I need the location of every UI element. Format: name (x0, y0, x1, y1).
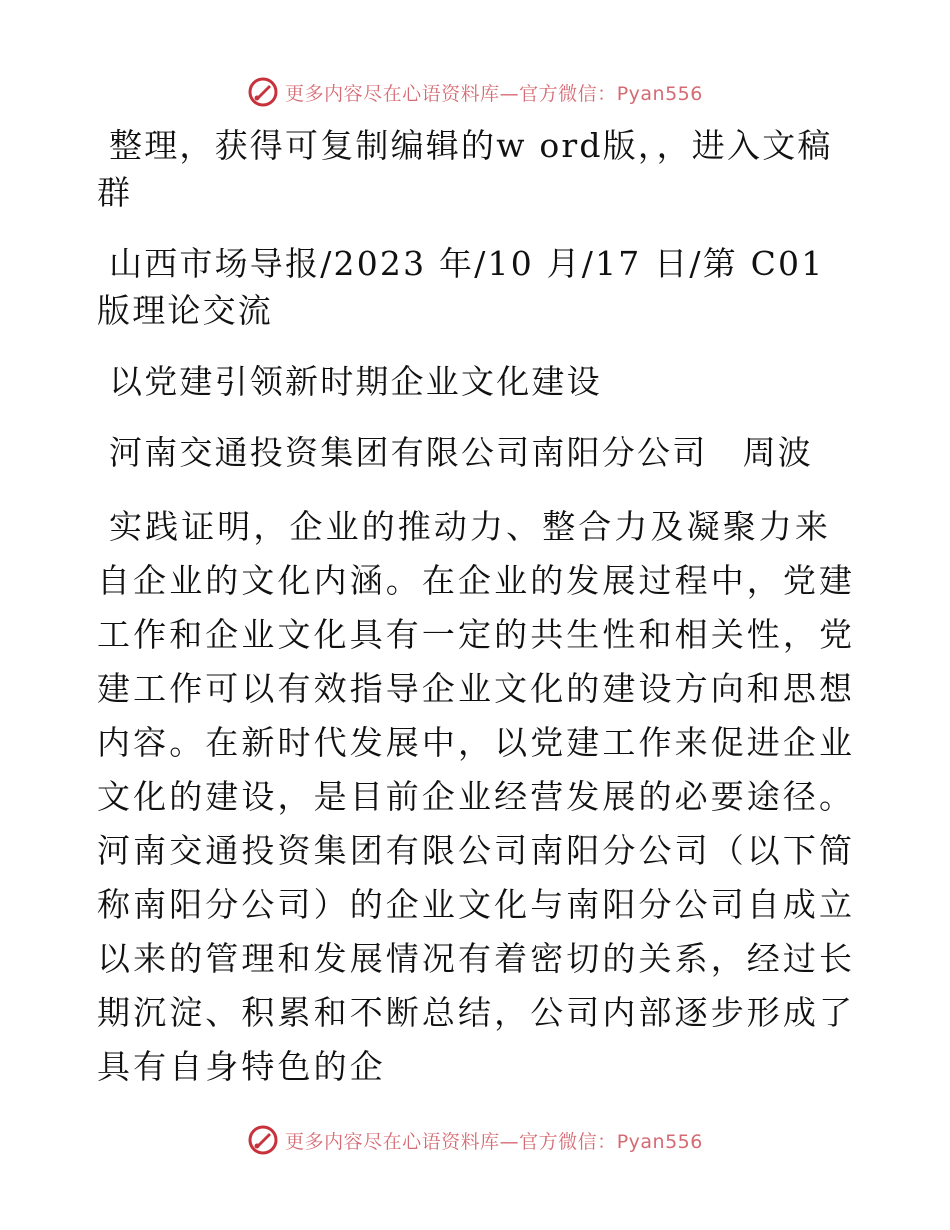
document-content (97, 122, 857, 1094)
watermark-dash: — (499, 1130, 520, 1153)
body-paragraph: 实践证明，企业的推动力、整合力及凝聚力来自企业的文化内涵。在企业的发展过程中，党建工作和企业文化具有一定的共生性和相关性，党建工作可以有效指导企业文化的建设方向和思想内容。在新时代发展中，以党建工作来促进企业文化的建设，是目前企业经营发展的必要途径。河南交通投资集团有限公司南阳分公司（以下简称南阳分公司）的企业文化与南阳分公司自成立以来的管理和发展情况有着密切的关系，经过长期沉淀、积累和不断总结，公司内部逐步形成了具有自身特色的企 (97, 507, 856, 1086)
watermark-brand: 更多内容尽在心语资料库 (285, 1130, 500, 1153)
watermark-wechat-id: Pyan556 (616, 1130, 703, 1153)
watermark-dash: — (499, 82, 520, 105)
brand-logo-icon (247, 1124, 279, 1156)
author-line: 河南交通投资集团有限公司南阳分公司 周波 (109, 433, 813, 472)
watermark-label: 官方微信： (519, 1130, 617, 1153)
source-line: 山西市场导报/2023 年/10 月/17 日/第 C01 版理论交流 (97, 244, 825, 330)
watermark-header (0, 72, 950, 112)
intro-paragraph: 整理，获得可复制编辑的w ord版，，进入文稿群 (97, 126, 833, 212)
watermark-label: 官方微信： (519, 82, 617, 105)
article-title: 以党建引领新时期企业文化建设 (109, 362, 602, 401)
brand-logo-icon (247, 76, 279, 108)
watermark-wechat-id: Pyan556 (616, 82, 703, 105)
watermark-brand: 更多内容尽在心语资料库 (285, 82, 500, 105)
watermark-footer (0, 1120, 950, 1160)
